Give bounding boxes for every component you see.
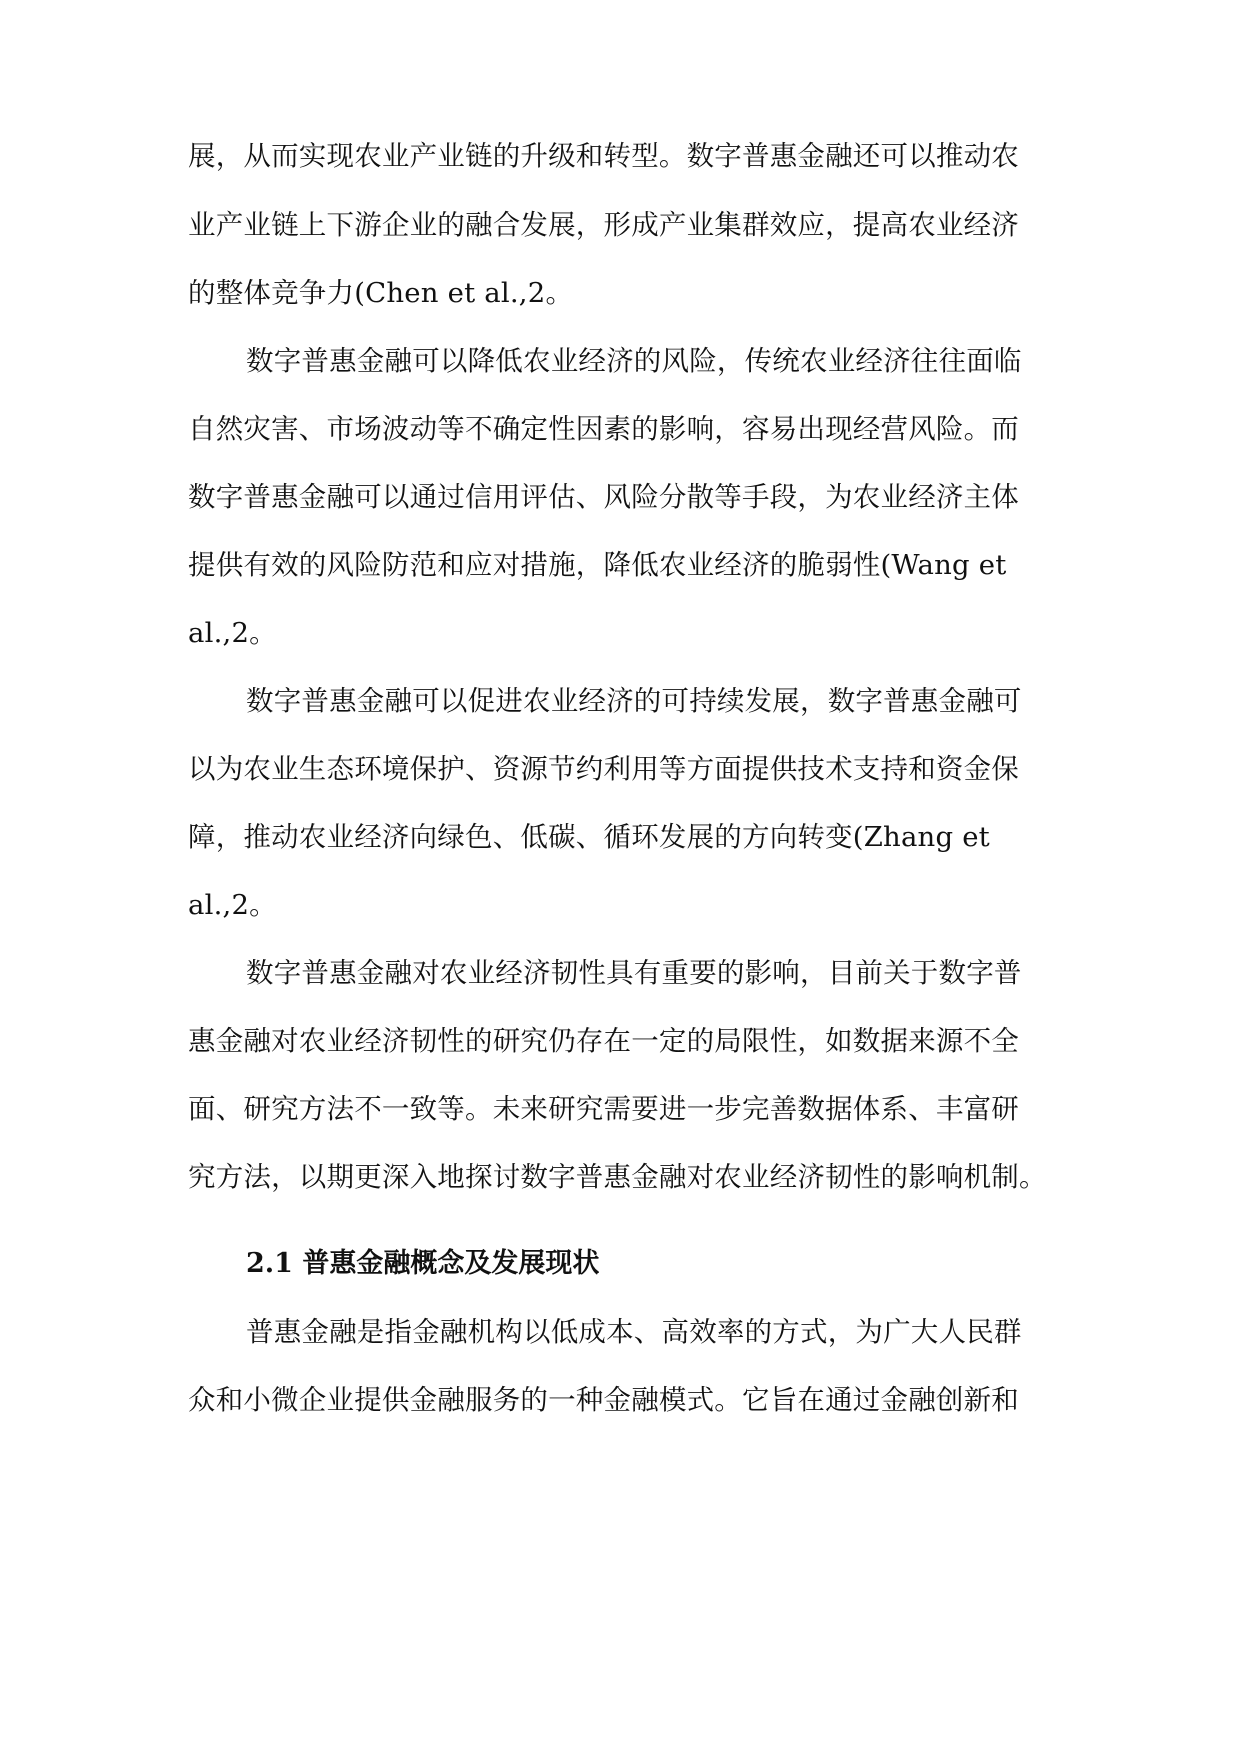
text-line: 自然灾害、市场波动等不确定性因素的影响，容易出现经营风险。而 <box>188 413 1019 445</box>
text-line: al.,2。 <box>188 617 277 649</box>
text-line: 究方法，以期更深入地探讨数字普惠金融对农业经济韧性的影响机制。 <box>188 1161 1047 1193</box>
section-heading: 2.1 普惠金融概念及发展现状 <box>246 1248 600 1279</box>
text-line: 提供有效的风险防范和应对措施，降低农业经济的脆弱性(Wang et <box>188 549 1007 581</box>
text-line: 数字普惠金融可以通过信用评估、风险分散等手段，为农业经济主体 <box>188 481 1019 513</box>
text-line: 以为农业生态环境保护、资源节约利用等方面提供技术支持和资金保 <box>188 753 1019 785</box>
text-line: 面、研究方法不一致等。未来研究需要进一步完善数据体系、丰富研 <box>188 1093 1019 1125</box>
text-line: 惠金融对农业经济韧性的研究仍存在一定的局限性，如数据来源不全 <box>188 1025 1019 1057</box>
text-line: 数字普惠金融对农业经济韧性具有重要的影响，目前关于数字普 <box>246 957 1022 989</box>
text-line: 众和小微企业提供金融服务的一种金融模式。它旨在通过金融创新和 <box>188 1384 1019 1416</box>
text-line: 数字普惠金融可以促进农业经济的可持续发展，数字普惠金融可 <box>246 685 1022 717</box>
text-line: al.,2。 <box>188 889 277 921</box>
text-line: 业产业链上下游企业的融合发展，形成产业集群效应，提高农业经济 <box>188 209 1019 241</box>
text-line: 的整体竞争力(Chen et al.,2。 <box>188 277 574 309</box>
text-line: 普惠金融是指金融机构以低成本、高效率的方式，为广大人民群 <box>246 1316 1022 1348</box>
text-line: 障，推动农业经济向绿色、低碳、循环发展的方向转变(Zhang et <box>188 821 990 853</box>
text-line: 数字普惠金融可以降低农业经济的风险，传统农业经济往往面临 <box>246 345 1022 377</box>
text-line: 展，从而实现农业产业链的升级和转型。数字普惠金融还可以推动农 <box>188 140 1019 172</box>
